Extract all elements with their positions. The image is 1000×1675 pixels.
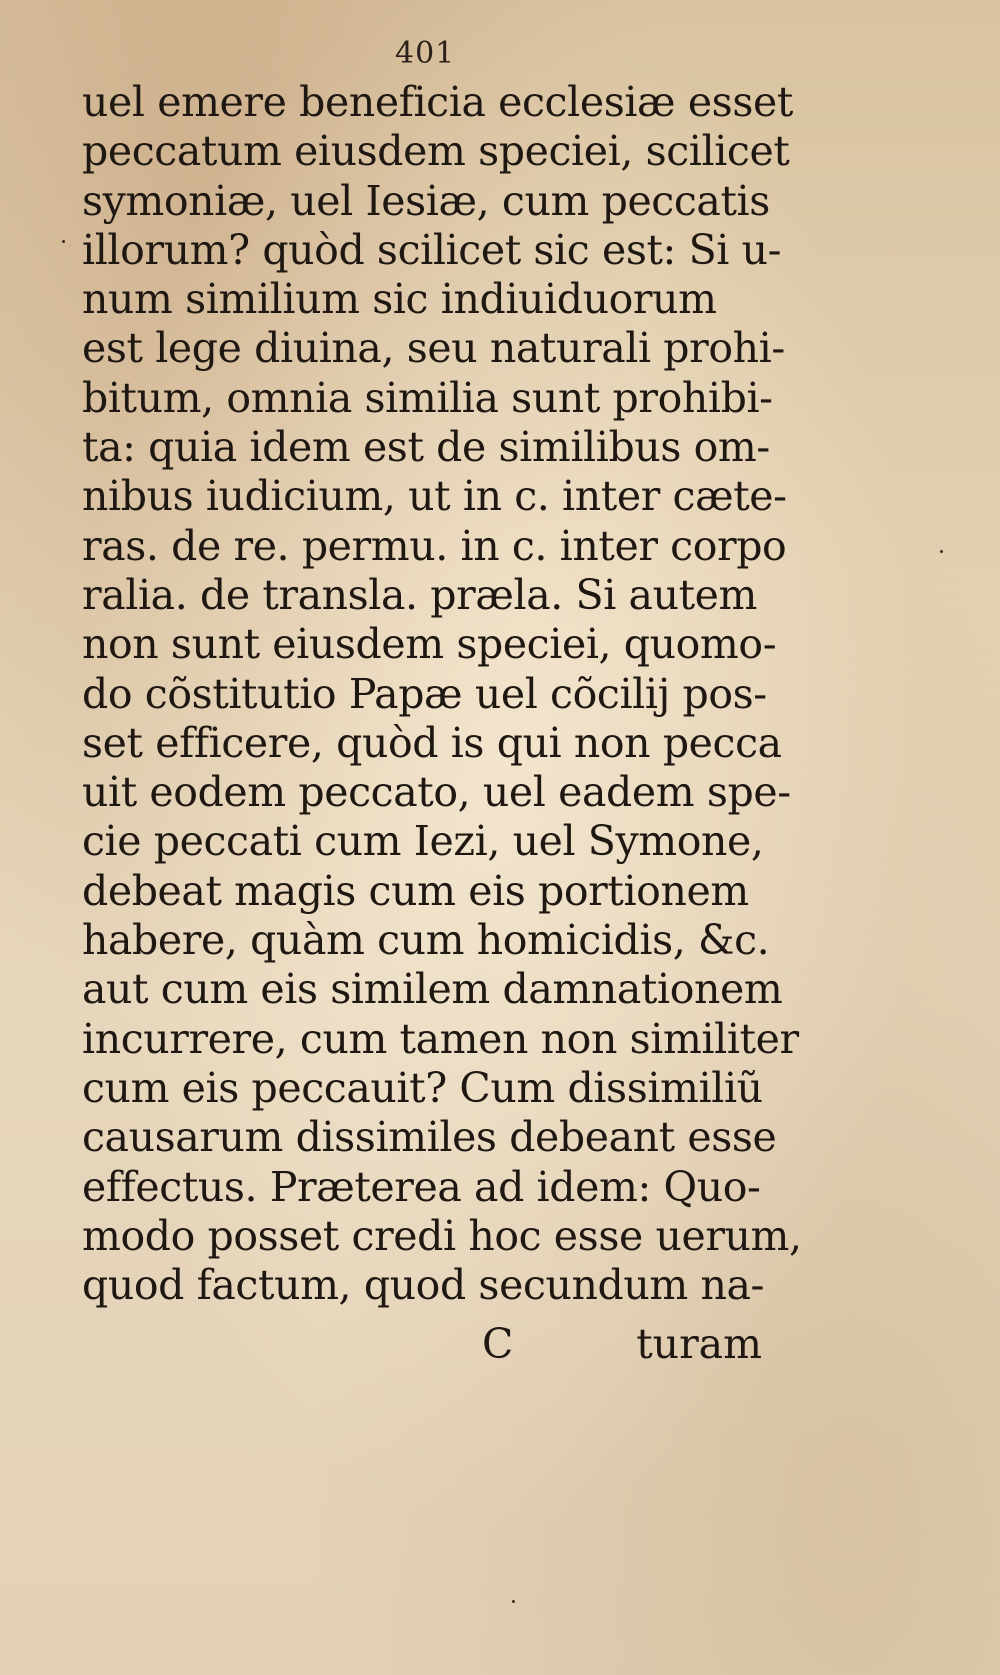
ink-speck	[512, 1600, 515, 1603]
text-line: effectus. Præterea ad idem: Quo-	[82, 1162, 761, 1211]
text-line: ta: quia idem est de similibus om-	[82, 423, 770, 472]
text-line: quod factum, quod secundum na-	[82, 1261, 764, 1310]
text-line: cum eis peccauit? Cum dissimiliũ	[82, 1063, 763, 1112]
text-line: modo posset credi hoc esse uerum,	[82, 1211, 802, 1260]
text-block	[82, 78, 802, 1310]
catchword: turam	[636, 1320, 762, 1368]
text-line: num similium sic indiuiduorum	[82, 275, 717, 324]
text-line: peccatum eiusdem speciei, scilicet	[82, 127, 790, 176]
text-line: aut cum eis similem damnationem	[82, 965, 783, 1014]
text-line: ras. de re. permu. in c. inter corpo	[82, 521, 787, 570]
text-line: debeat magis cum eis portionem	[82, 866, 749, 915]
text-line: nibus iudicium, ut in c. inter cæte-	[82, 472, 787, 521]
text-line: est lege diuina, seu naturali prohi-	[82, 324, 785, 373]
signature-mark: C	[482, 1320, 514, 1368]
text-line: ralia. de transla. præla. Si autem	[82, 570, 758, 619]
text-line: non sunt eiusdem speciei, quomo-	[82, 620, 777, 669]
text-line: causarum dissimiles debeant esse	[82, 1113, 777, 1162]
text-line: illorum? quòd scilicet sic est: Si u-	[82, 225, 782, 274]
text-line: bitum, omnia similia sunt prohibi-	[82, 373, 773, 422]
text-line: incurrere, cum tamen non similiter	[82, 1014, 799, 1063]
footer-row	[82, 1320, 762, 1370]
text-line: uel emere beneficia ecclesiæ esset	[82, 78, 793, 126]
text-line: cie peccati cum Iezi, uel Symone,	[82, 817, 764, 866]
text-line: set efficere, quòd is qui non pecca	[82, 718, 782, 767]
text-line: symoniæ, uel Iesiæ, cum peccatis	[82, 176, 770, 225]
page-number: 401	[395, 36, 456, 71]
text-line: uit eodem peccato, uel eadem spe-	[82, 768, 791, 817]
text-line: do cõstitutio Papæ uel cõcilij pos-	[82, 669, 767, 718]
text-line: habere, quàm cum homicidis, &c.	[82, 916, 770, 965]
ink-speck	[940, 550, 943, 553]
ink-speck	[62, 240, 65, 243]
